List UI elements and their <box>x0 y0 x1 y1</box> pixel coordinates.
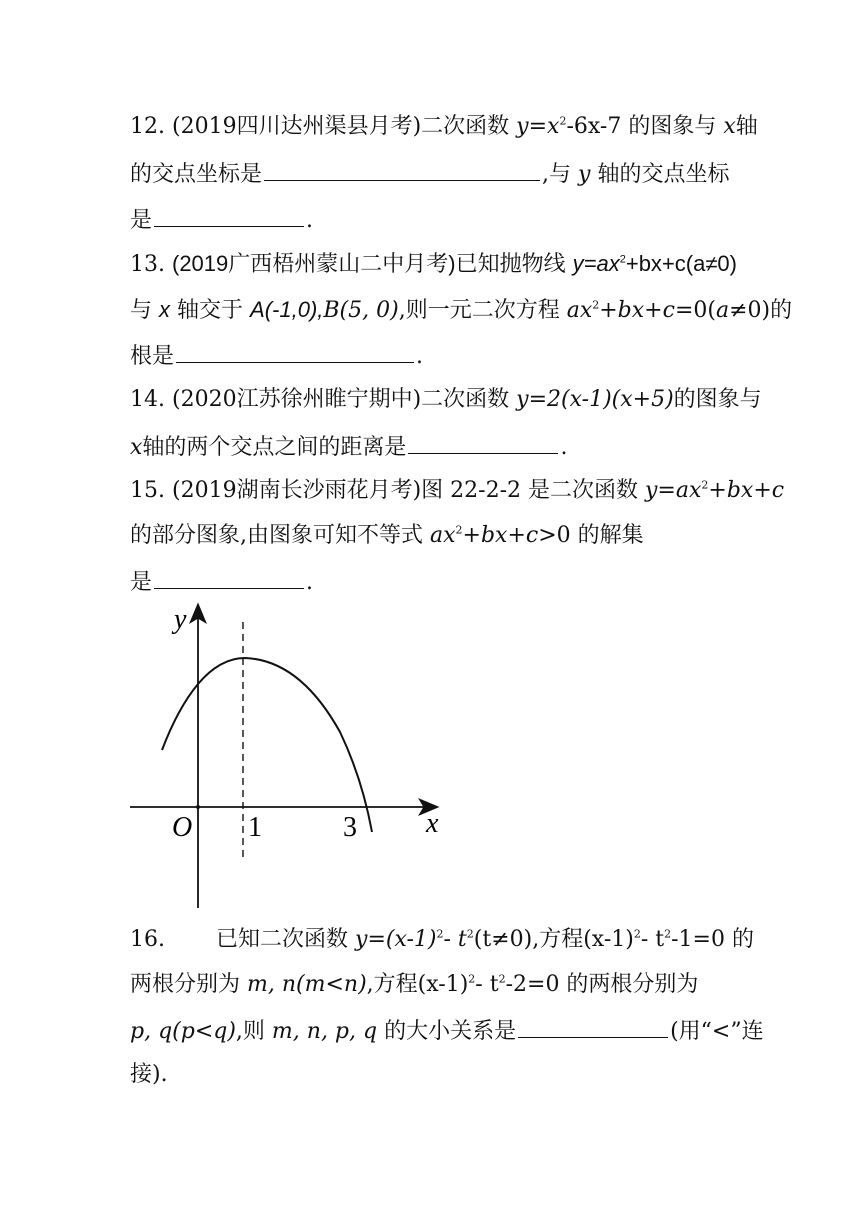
q14-x-var: x <box>130 435 143 460</box>
q12-line2-b: ,与 <box>542 162 572 187</box>
q13-eq-e: ≠0)的 <box>729 298 793 323</box>
q16-func-exp2: 2 <box>466 927 474 941</box>
q16-eq1-c: -1=0 的 <box>671 927 754 952</box>
q16-line4 <box>130 1060 168 1090</box>
q15-func-exp: 2 <box>701 478 709 492</box>
q13-line2 <box>130 295 792 326</box>
q16-eq1-b: - t <box>640 927 665 952</box>
q13-line3 <box>130 340 423 372</box>
q16-eq2-b: - t <box>475 972 499 997</box>
q13-eq-c: =0( <box>674 298 716 323</box>
q12-answer-blank-2[interactable] <box>154 204 304 227</box>
q16-func: y=(x-1) <box>355 927 437 952</box>
q16-eq1: (x-1) <box>583 927 634 952</box>
origin-point <box>196 805 200 809</box>
q16-line3-c: (用“<”连 <box>670 1019 764 1044</box>
q16-eq1-exp1: 2 <box>633 927 641 941</box>
q13-eq-b: +bx+c <box>599 298 675 323</box>
q13-line2-b: 轴交于 <box>177 298 244 323</box>
x-axis-label: x <box>426 808 439 839</box>
q15-func-b: +bx+c <box>708 478 785 503</box>
q13-stem: 已知抛物线 <box>455 252 566 277</box>
q12-answer-blank-1[interactable] <box>264 158 540 181</box>
tick-label-3: 3 <box>343 812 357 843</box>
q13-point-b: B(5, 0) <box>323 298 399 323</box>
q13-line2-c: ,则一元二次方程 <box>398 298 560 323</box>
q15-number: 15. <box>130 478 165 503</box>
q16-eq1-exp2: 2 <box>664 927 672 941</box>
q15-line3 <box>130 566 313 598</box>
q13-number: 13. <box>130 252 165 277</box>
q12-line2-c: 轴的交点坐标 <box>597 162 730 187</box>
q16-eq2-exp1: 2 <box>468 972 476 986</box>
q13-parabola-b: +bx+c(a≠0) <box>625 251 737 276</box>
q15-source: (2019湖南长沙雨花月考) <box>172 478 422 503</box>
q16-eq2-exp2: 2 <box>498 972 506 986</box>
q15-ineq-exp: 2 <box>455 523 463 537</box>
q12-line1 <box>130 112 758 142</box>
origin-label: O <box>172 812 193 843</box>
parabola-curve <box>162 658 372 832</box>
q13-eq-d: a <box>715 298 730 323</box>
q15-answer-blank[interactable] <box>154 566 304 589</box>
q16-number: 16. <box>130 927 165 952</box>
q12-period: . <box>306 208 314 233</box>
q16-pq: p, q(p<q) <box>130 1019 236 1044</box>
q15-line3-text: 是 <box>130 570 153 595</box>
q16-line3-a: ,则 <box>235 1019 265 1044</box>
q16-line1 <box>130 925 754 955</box>
q12-func-exp: 2 <box>559 114 567 128</box>
q12-line2-text: 的交点坐标是 <box>130 162 263 187</box>
q13-eq: ax <box>566 298 593 323</box>
q12-x-var: x <box>723 114 736 139</box>
q16-mn: m, n(m<n) <box>247 972 367 997</box>
q13-line1 <box>130 249 737 280</box>
q13-source: (2019广西梧州蒙山二中月考) <box>172 251 456 276</box>
q12-stem-b: 的图象与 <box>628 114 717 139</box>
q16-line4-text: 接). <box>130 1062 168 1087</box>
q16-func-exp1: 2 <box>436 927 444 941</box>
q13-parabola: y=ax <box>572 251 620 276</box>
q14-stem-b: 的图象与 <box>673 387 762 412</box>
q12-line3 <box>130 204 313 236</box>
q16-vars: m, n, p, q <box>271 1019 378 1044</box>
q16-answer-blank[interactable] <box>518 1015 668 1038</box>
q13-line3-text: 根是 <box>130 344 175 369</box>
q14-source: (2020江苏徐州睢宁期中) <box>172 387 422 412</box>
q16-line2-text: 两根分别为 <box>130 972 241 997</box>
parabola-figure <box>0 600 860 920</box>
q12-func-rhs-b: -6x-7 <box>566 114 622 139</box>
tick-label-1: 1 <box>248 812 262 843</box>
q14-answer-blank[interactable] <box>408 431 558 454</box>
q16-line3 <box>130 1015 764 1047</box>
q12-func-rhs: =x <box>528 114 560 139</box>
q15-ineq: ax <box>430 523 456 548</box>
q14-stem: 二次函数 <box>421 387 510 412</box>
q16-eq2: (x-1) <box>417 972 469 997</box>
q13-eq-exp: 2 <box>592 298 600 312</box>
q15-period: . <box>306 570 314 595</box>
q14-period: . <box>560 435 568 460</box>
q12-line2 <box>130 158 729 190</box>
q14-line2 <box>130 431 567 463</box>
q16-eq2-c: -2=0 的两根分别为 <box>505 972 699 997</box>
q12-stem-c: 轴 <box>735 114 758 139</box>
q12-number: 12. <box>130 114 165 139</box>
q15-line2-text: 的部分图象,由图象可知不等式 <box>130 523 423 548</box>
q12-y-var: y <box>578 162 591 187</box>
q15-stem: 图 22-2-2 是二次函数 <box>421 478 638 503</box>
q16-line2 <box>130 970 698 1000</box>
q14-func: y=2(x-1)(x+5) <box>516 387 674 412</box>
q12-source: (2019四川达州渠县月考) <box>172 114 422 139</box>
q16-line3-b: 的大小关系是 <box>384 1019 517 1044</box>
q16-func-b: - t <box>443 927 467 952</box>
q16-func-c: (t≠0),方程 <box>473 927 584 952</box>
q13-period: . <box>416 344 424 369</box>
q15-ineq-b: +bx+c <box>462 523 539 548</box>
q15-ineq-c: >0 的解集 <box>538 523 644 548</box>
y-axis-label: y <box>174 604 187 635</box>
q16-stem: 已知二次函数 <box>216 927 349 952</box>
q12-stem: 二次函数 <box>421 114 510 139</box>
q14-line1 <box>130 385 762 415</box>
q15-line1 <box>130 476 784 506</box>
q12-func-y: y <box>516 114 529 139</box>
q15-func: y=ax <box>645 478 702 503</box>
q13-x-var: x <box>159 297 171 322</box>
q15-line2 <box>130 521 644 551</box>
q14-number: 14. <box>130 387 165 412</box>
q13-answer-blank[interactable] <box>176 340 414 363</box>
q13-line2-a: 与 <box>130 298 153 323</box>
q14-line2-text: 轴的两个交点之间的距离是 <box>142 435 407 460</box>
q16-line2-b: ,方程 <box>366 972 418 997</box>
q13-parabola-exp: 2 <box>619 253 626 266</box>
q12-line3-text: 是 <box>130 208 153 233</box>
q13-point-a: A(-1,0), <box>250 297 324 322</box>
